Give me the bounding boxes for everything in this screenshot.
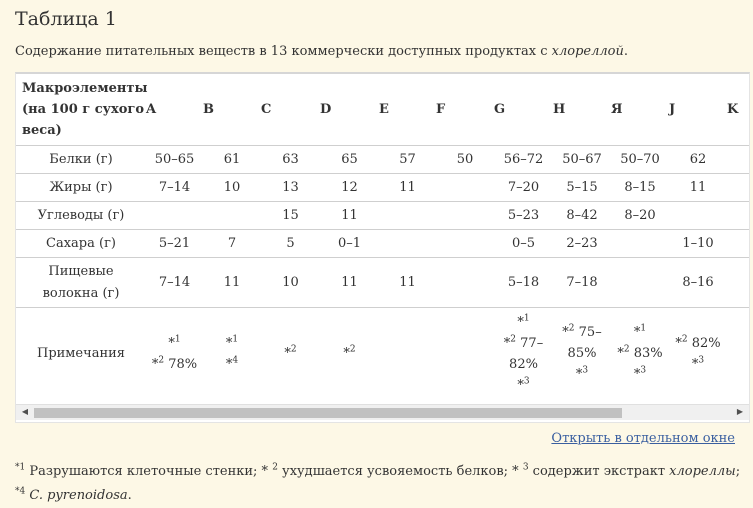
note-star: * xyxy=(633,367,641,383)
note-star: * xyxy=(151,356,159,372)
note-line xyxy=(611,343,669,364)
notes-cell xyxy=(261,308,320,400)
footnote-text: . xyxy=(127,488,132,503)
column-header: F xyxy=(436,102,446,117)
table-cell: 11 xyxy=(320,202,379,230)
column-header: D xyxy=(320,102,332,117)
table-cell: 50–67 xyxy=(553,146,611,174)
column-header: C xyxy=(261,102,272,117)
table-cell: 5–23 xyxy=(494,202,553,230)
note-sup: 1 xyxy=(174,334,181,345)
table-cell xyxy=(379,230,436,258)
table-cell: 57 xyxy=(379,146,436,174)
table-cell xyxy=(727,202,750,230)
table-cell: 8–42 xyxy=(553,202,611,230)
table-caption xyxy=(15,44,628,59)
table-cell: 5 xyxy=(261,230,320,258)
table-cell: 10 xyxy=(261,258,320,308)
note-text: 75– xyxy=(574,325,602,341)
notes-cell xyxy=(320,308,379,400)
table-cell: 5–15 xyxy=(553,174,611,202)
note-text: 83% xyxy=(629,346,663,362)
column-header: H xyxy=(553,102,566,117)
table-cell: 65 xyxy=(320,146,379,174)
note-sup: 2 xyxy=(568,323,575,334)
note-line xyxy=(320,343,379,364)
caption-suffix: . xyxy=(623,44,629,59)
column-header: A xyxy=(146,102,157,117)
notes-cell xyxy=(553,308,611,400)
column-header: K xyxy=(727,102,739,117)
table-cell: 0–1 xyxy=(320,230,379,258)
table-cell xyxy=(727,230,750,258)
table-cell: 11 xyxy=(320,258,379,308)
note-line xyxy=(203,333,261,354)
notes-cell xyxy=(203,308,261,400)
row-label xyxy=(16,146,146,174)
table-cell: 7–14 xyxy=(146,258,203,308)
note-star: * xyxy=(343,346,350,362)
notes-cell xyxy=(669,308,727,400)
footnote-italic: хлореллы xyxy=(669,464,736,479)
table-cell: 7 xyxy=(203,230,261,258)
notes-cell xyxy=(436,308,494,400)
table-cell: 11 xyxy=(203,258,261,308)
table-cell xyxy=(379,202,436,230)
note-star: * xyxy=(633,325,641,341)
table-cell xyxy=(436,202,494,230)
table-cell: 50–65 xyxy=(146,146,203,174)
table-cell: 7–18 xyxy=(553,258,611,308)
note-line xyxy=(494,312,553,333)
note-line xyxy=(611,322,669,343)
footnote-text: Разрушаются клеточные стенки; * xyxy=(25,464,273,479)
header-macro xyxy=(16,74,146,146)
header-line: (на 100 г сухого xyxy=(22,102,145,117)
table-cell xyxy=(669,202,727,230)
note-star: * xyxy=(225,356,233,372)
header-line: веса) xyxy=(22,123,62,138)
caption-text: Содержание питательных веществ в 13 коммерчески доступных продуктах с xyxy=(15,44,552,59)
table-cell xyxy=(436,174,494,202)
note-line xyxy=(261,343,320,364)
note-sup: 1 xyxy=(232,334,239,345)
footnote-italic: C. pyrenoidosa xyxy=(25,488,128,503)
note-line xyxy=(494,354,553,375)
footnote-sup: 3 xyxy=(522,462,529,473)
notes-cell xyxy=(727,308,750,400)
table-cell xyxy=(727,258,750,308)
row-label-line: Углеводы (г) xyxy=(37,207,125,223)
note-star: * xyxy=(562,325,569,341)
table-cell: 61 xyxy=(203,146,261,174)
table-cell: 0–5 xyxy=(494,230,553,258)
row-label-line: Жиры (г) xyxy=(49,179,113,195)
table-cell: 11 xyxy=(379,174,436,202)
notes-cell xyxy=(611,308,669,400)
header-row xyxy=(16,74,750,146)
note-sup: 1 xyxy=(523,313,530,324)
table-row xyxy=(16,146,750,174)
row-label-line: Белки (г) xyxy=(49,151,113,167)
note-star: * xyxy=(168,335,175,351)
scroll-left-icon[interactable]: ◀ xyxy=(21,407,29,416)
table-cell: 8–16 xyxy=(669,258,727,308)
note-text: 85% xyxy=(567,346,597,362)
table-cell: 5–18 xyxy=(494,258,553,308)
footnote-sup: 2 xyxy=(272,462,278,473)
note-sup: 2 xyxy=(510,334,517,345)
note-sup: 4 xyxy=(232,355,239,366)
note-text: 82% xyxy=(687,335,721,351)
column-header: G xyxy=(494,102,506,117)
header-line: Макроэлементы xyxy=(22,81,148,96)
row-label xyxy=(16,174,146,202)
note-text: 82% xyxy=(509,356,538,372)
footnote-sup: *4 xyxy=(15,486,26,497)
footnote-text: ухудшается усвояемость белков; * xyxy=(277,464,523,479)
caption-italic: хлореллой xyxy=(551,44,624,59)
horizontal-scrollbar[interactable] xyxy=(16,404,749,420)
note-line xyxy=(553,343,611,364)
nutrition-table-container xyxy=(15,72,750,423)
table-cell xyxy=(611,258,669,308)
table-cell: 15 xyxy=(261,202,320,230)
table-cell xyxy=(611,230,669,258)
notes-cell xyxy=(146,308,203,400)
column-header: B xyxy=(203,102,214,117)
row-label-line: волокна (г) xyxy=(42,285,120,301)
note-text: 78% xyxy=(164,356,198,372)
table-cell: 50–70 xyxy=(611,146,669,174)
note-line xyxy=(553,364,611,385)
row-label xyxy=(16,230,146,258)
table-cell: 8–15 xyxy=(611,174,669,202)
table-cell xyxy=(146,202,203,230)
footnote-text: ; xyxy=(735,464,741,479)
note-line xyxy=(203,354,261,375)
column-header: Я xyxy=(611,102,623,117)
note-star: * xyxy=(517,314,524,330)
table-cell: 62 xyxy=(669,146,727,174)
table-cell: 12 xyxy=(320,174,379,202)
column-header: E xyxy=(379,102,389,117)
table-cell: 13 xyxy=(261,174,320,202)
table-cell xyxy=(436,258,494,308)
note-sup: 3 xyxy=(582,365,589,376)
note-line xyxy=(146,354,203,375)
note-sup: 2 xyxy=(349,344,356,355)
note-line xyxy=(146,333,203,354)
nutrition-table xyxy=(16,74,750,400)
row-label-line: Пищевые xyxy=(48,263,114,279)
note-star: * xyxy=(675,335,682,351)
table-cell: 11 xyxy=(379,258,436,308)
table-cell xyxy=(436,230,494,258)
note-sup: 3 xyxy=(523,376,530,387)
notes-label: Примечания xyxy=(16,308,146,400)
note-line xyxy=(553,322,611,343)
table-cell xyxy=(727,146,750,174)
table-cell: 10 xyxy=(203,174,261,202)
note-star: * xyxy=(517,377,524,393)
table-cell: 7–20 xyxy=(494,174,553,202)
note-line xyxy=(494,375,553,396)
page-title: Таблица 1 xyxy=(15,8,117,30)
scroll-right-icon[interactable]: ▶ xyxy=(736,407,744,416)
open-in-window-link[interactable]: Открыть в отдельном окне xyxy=(551,431,735,446)
notes-row xyxy=(16,308,750,400)
note-sup: 3 xyxy=(698,355,705,366)
table-cell: 56–72 xyxy=(494,146,553,174)
note-star: * xyxy=(284,346,291,362)
note-star: * xyxy=(617,346,624,362)
note-line xyxy=(669,333,727,354)
table-row xyxy=(16,230,750,258)
row-label xyxy=(16,258,146,308)
table-cell: 7–14 xyxy=(146,174,203,202)
note-sup: 2 xyxy=(681,334,688,345)
table-cell: 5–21 xyxy=(146,230,203,258)
footnote-text: содержит экстракт xyxy=(528,464,670,479)
table-cell xyxy=(727,174,750,202)
notes-cell xyxy=(494,308,553,400)
note-star: * xyxy=(225,335,233,351)
note-line xyxy=(611,364,669,385)
note-sup: 3 xyxy=(640,365,647,376)
table-cell: 11 xyxy=(669,174,727,202)
table-row xyxy=(16,202,750,230)
table-row xyxy=(16,258,750,308)
row-label xyxy=(16,202,146,230)
note-sup: 2 xyxy=(158,355,165,366)
table-cell: 63 xyxy=(261,146,320,174)
note-line xyxy=(669,354,727,375)
note-star: * xyxy=(691,356,699,372)
footnote-sup: *1 xyxy=(15,462,26,473)
note-text: 77– xyxy=(516,335,544,351)
note-sup: 1 xyxy=(640,323,647,334)
table-cell: 50 xyxy=(436,146,494,174)
row-label-line: Сахара (г) xyxy=(46,235,116,251)
scroll-thumb[interactable] xyxy=(34,408,622,418)
footnote xyxy=(15,460,743,508)
note-line xyxy=(494,333,553,354)
notes-cell xyxy=(379,308,436,400)
note-star: * xyxy=(503,335,511,351)
table-cell: 1–10 xyxy=(669,230,727,258)
note-star: * xyxy=(575,367,583,383)
note-sup: 2 xyxy=(623,344,630,355)
table-cell: 2–23 xyxy=(553,230,611,258)
table-row xyxy=(16,174,750,202)
column-header: J xyxy=(669,102,676,117)
table-cell xyxy=(203,202,261,230)
table-cell: 8–20 xyxy=(611,202,669,230)
note-sup: 2 xyxy=(290,344,297,355)
